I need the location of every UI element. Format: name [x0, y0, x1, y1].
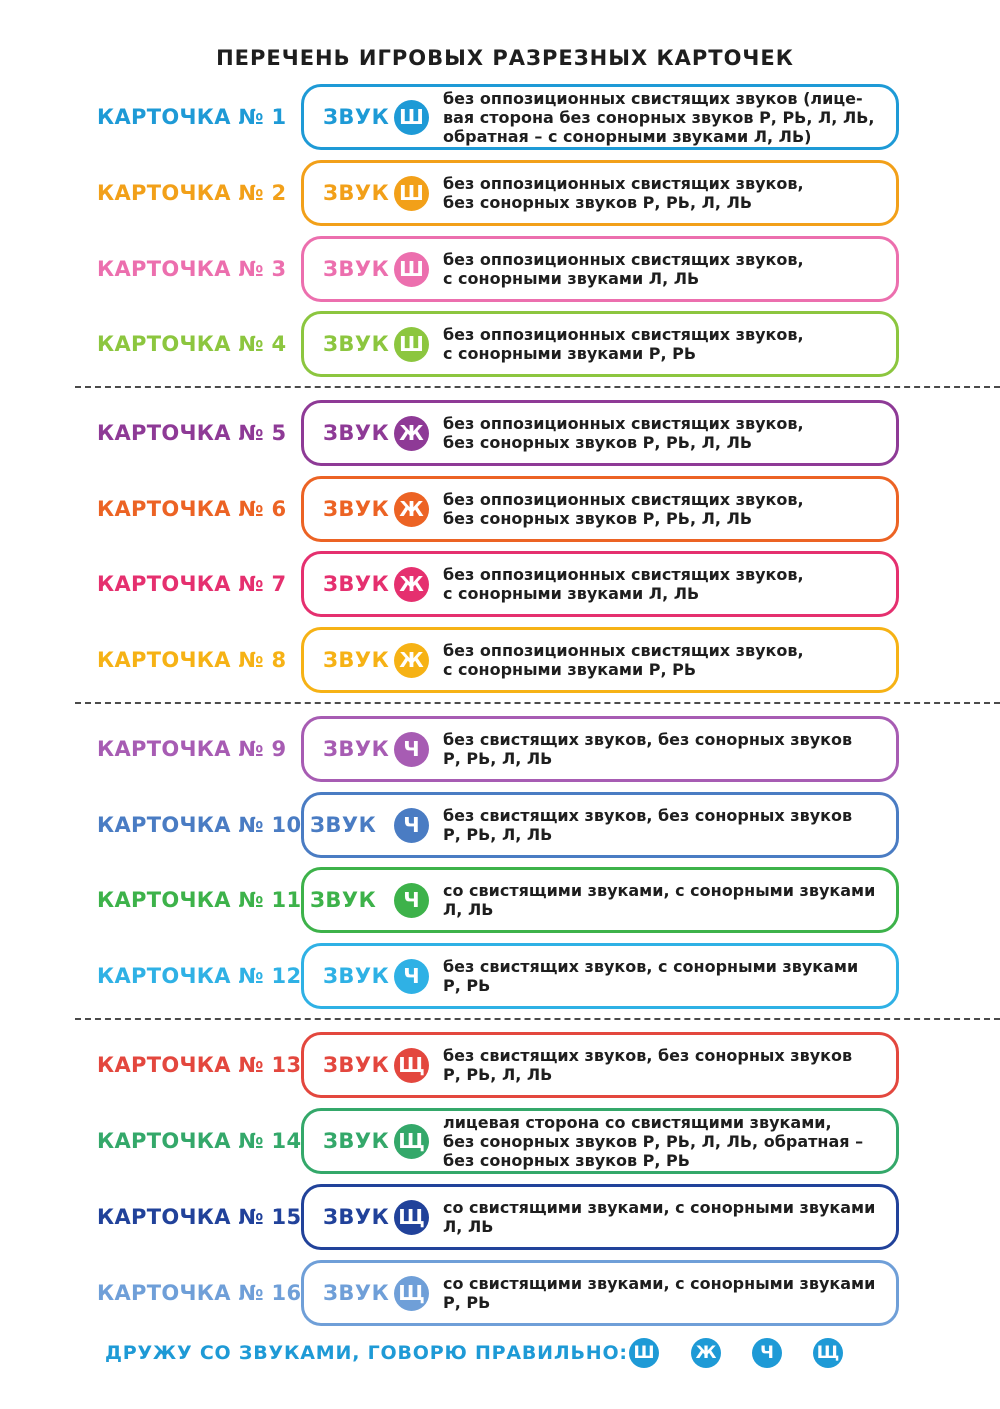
card-label: КАРТОЧКА № 8 — [97, 648, 287, 672]
card-label: КАРТОЧКА № 2 — [97, 181, 287, 205]
card-zvuk-label: ЗВУК — [323, 181, 390, 205]
sound-letter-badge: Ш — [394, 252, 429, 287]
sound-letter-badge: Ч — [394, 808, 429, 843]
sound-letter-badge: Ч — [394, 883, 429, 918]
footer-letter-badge: Ж — [691, 1338, 721, 1368]
card-row — [0, 1032, 1000, 1098]
sound-letter-badge: Ш — [394, 327, 429, 362]
card-row — [0, 236, 1000, 302]
card-row — [0, 943, 1000, 1009]
card-description: без оппозиционных свистящих звуков, без сонорных звуков Р, РЬ, Л, ЛЬ — [443, 414, 804, 452]
sound-letter-badge: Щ — [394, 1276, 429, 1311]
card-box — [301, 160, 899, 226]
sound-letter-badge: Щ — [394, 1200, 429, 1235]
card-box — [301, 236, 899, 302]
card-box — [301, 943, 899, 1009]
section-divider — [75, 386, 1000, 388]
card-row — [0, 792, 1000, 858]
section-divider — [75, 1018, 1000, 1020]
card-box — [301, 1260, 899, 1326]
sound-letter-badge: Ж — [394, 492, 429, 527]
sound-letter-badge: Ж — [394, 416, 429, 451]
card-label: КАРТОЧКА № 15 — [97, 1205, 302, 1229]
card-description: без оппозиционных свистящих звуков, с сонорными звуками Р, РЬ — [443, 325, 804, 363]
card-label: КАРТОЧКА № 10 — [97, 813, 302, 837]
card-description: без оппозиционных свистящих звуков, с сонорными звуками Р, РЬ — [443, 641, 804, 679]
card-label: КАРТОЧКА № 1 — [97, 105, 287, 129]
card-zvuk-label: ЗВУК — [323, 1281, 390, 1305]
card-description: без оппозиционных свистящих звуков (лице- вая сторона без сонорных звуков Р, РЬ, Л, ЛЬ, обратная – с сонорными звуками Л, ЛЬ) — [443, 88, 875, 146]
card-box — [301, 1184, 899, 1250]
sound-letter-badge: Ж — [394, 643, 429, 678]
card-box — [301, 1032, 899, 1098]
card-label: КАРТОЧКА № 11 — [97, 888, 302, 912]
card-zvuk-label: ЗВУК — [323, 1053, 390, 1077]
card-label: КАРТОЧКА № 9 — [97, 737, 287, 761]
card-label: КАРТОЧКА № 6 — [97, 497, 287, 521]
card-label: КАРТОЧКА № 7 — [97, 572, 287, 596]
card-box — [301, 867, 899, 933]
card-row — [0, 400, 1000, 466]
card-box — [301, 311, 899, 377]
card-description: без свистящих звуков, с сонорными звуками Р, РЬ — [443, 957, 859, 995]
card-zvuk-label: ЗВУК — [323, 421, 390, 445]
section-divider — [75, 702, 1000, 704]
card-row — [0, 627, 1000, 693]
footer-letter-badge: Ш — [629, 1338, 659, 1368]
card-description: без свистящих звуков, без сонорных звуков Р, РЬ, Л, ЛЬ — [443, 730, 853, 768]
footer-letter-badge: Ч — [752, 1338, 782, 1368]
card-row — [0, 551, 1000, 617]
card-box — [301, 627, 899, 693]
sound-letter-badge: Ч — [394, 732, 429, 767]
card-label: КАРТОЧКА № 4 — [97, 332, 287, 356]
card-description: без свистящих звуков, без сонорных звуков Р, РЬ, Л, ЛЬ — [443, 806, 853, 844]
card-label: КАРТОЧКА № 13 — [97, 1053, 302, 1077]
card-description: лицевая сторона со свистящими звуками, без сонорных звуков Р, РЬ, Л, ЛЬ, обратная – без сонорных звуков Р, РЬ — [443, 1112, 864, 1170]
card-box — [301, 792, 899, 858]
card-label: КАРТОЧКА № 3 — [97, 257, 287, 281]
card-label: КАРТОЧКА № 5 — [97, 421, 287, 445]
card-description: без оппозиционных свистящих звуков, без сонорных звуков Р, РЬ, Л, ЛЬ — [443, 490, 804, 528]
card-description: без оппозиционных свистящих звуков, без сонорных звуков Р, РЬ, Л, ЛЬ — [443, 174, 804, 212]
card-zvuk-label: ЗВУК — [323, 737, 390, 761]
card-box — [301, 400, 899, 466]
card-zvuk-label: ЗВУК — [323, 105, 390, 129]
card-label: КАРТОЧКА № 16 — [97, 1281, 302, 1305]
card-label: КАРТОЧКА № 14 — [97, 1129, 302, 1153]
card-row — [0, 1260, 1000, 1326]
sound-letter-badge: Ч — [394, 959, 429, 994]
card-row — [0, 84, 1000, 150]
card-description: со свистящими звуками, с сонорными звуками Р, РЬ — [443, 1274, 876, 1312]
card-zvuk-label: ЗВУК — [323, 1205, 390, 1229]
sound-letter-badge: Ш — [394, 100, 429, 135]
card-box — [301, 476, 899, 542]
card-row — [0, 716, 1000, 782]
card-zvuk-label: ЗВУК — [323, 648, 390, 672]
card-description: со свистящими звуками, с сонорными звуками Л, ЛЬ — [443, 1198, 876, 1236]
card-description: без оппозиционных свистящих звуков, с сонорными звуками Л, ЛЬ — [443, 250, 804, 288]
card-row — [0, 1184, 1000, 1250]
card-description: без свистящих звуков, без сонорных звуков Р, РЬ, Л, ЛЬ — [443, 1046, 853, 1084]
card-row — [0, 867, 1000, 933]
card-label: КАРТОЧКА № 12 — [97, 964, 302, 988]
card-row — [0, 311, 1000, 377]
card-zvuk-label: ЗВУК — [323, 572, 390, 596]
footer-slogan: ДРУЖУ СО ЗВУКАМИ, ГОВОРЮ ПРАВИЛЬНО: — [105, 1342, 628, 1364]
sound-letter-badge: Ш — [394, 176, 429, 211]
card-row — [0, 1108, 1000, 1174]
card-row — [0, 476, 1000, 542]
card-description: со свистящими звуками, с сонорными звуками Л, ЛЬ — [443, 881, 876, 919]
card-zvuk-label: ЗВУК — [323, 332, 390, 356]
page-title: ПЕРЕЧЕНЬ ИГРОВЫХ РАЗРЕЗНЫХ КАРТОЧЕК — [216, 46, 794, 70]
card-zvuk-label: ЗВУК — [310, 888, 377, 912]
sound-letter-badge: Щ — [394, 1124, 429, 1159]
card-zvuk-label: ЗВУК — [323, 257, 390, 281]
card-box — [301, 551, 899, 617]
card-zvuk-label: ЗВУК — [323, 964, 390, 988]
card-zvuk-label: ЗВУК — [310, 813, 377, 837]
sound-letter-badge: Щ — [394, 1048, 429, 1083]
card-description: без оппозиционных свистящих звуков, с сонорными звуками Л, ЛЬ — [443, 565, 804, 603]
card-box — [301, 84, 899, 150]
card-row — [0, 160, 1000, 226]
footer-letter-badge: Щ — [813, 1338, 843, 1368]
card-box — [301, 716, 899, 782]
card-zvuk-label: ЗВУК — [323, 1129, 390, 1153]
card-box — [301, 1108, 899, 1174]
card-zvuk-label: ЗВУК — [323, 497, 390, 521]
sound-letter-badge: Ж — [394, 567, 429, 602]
